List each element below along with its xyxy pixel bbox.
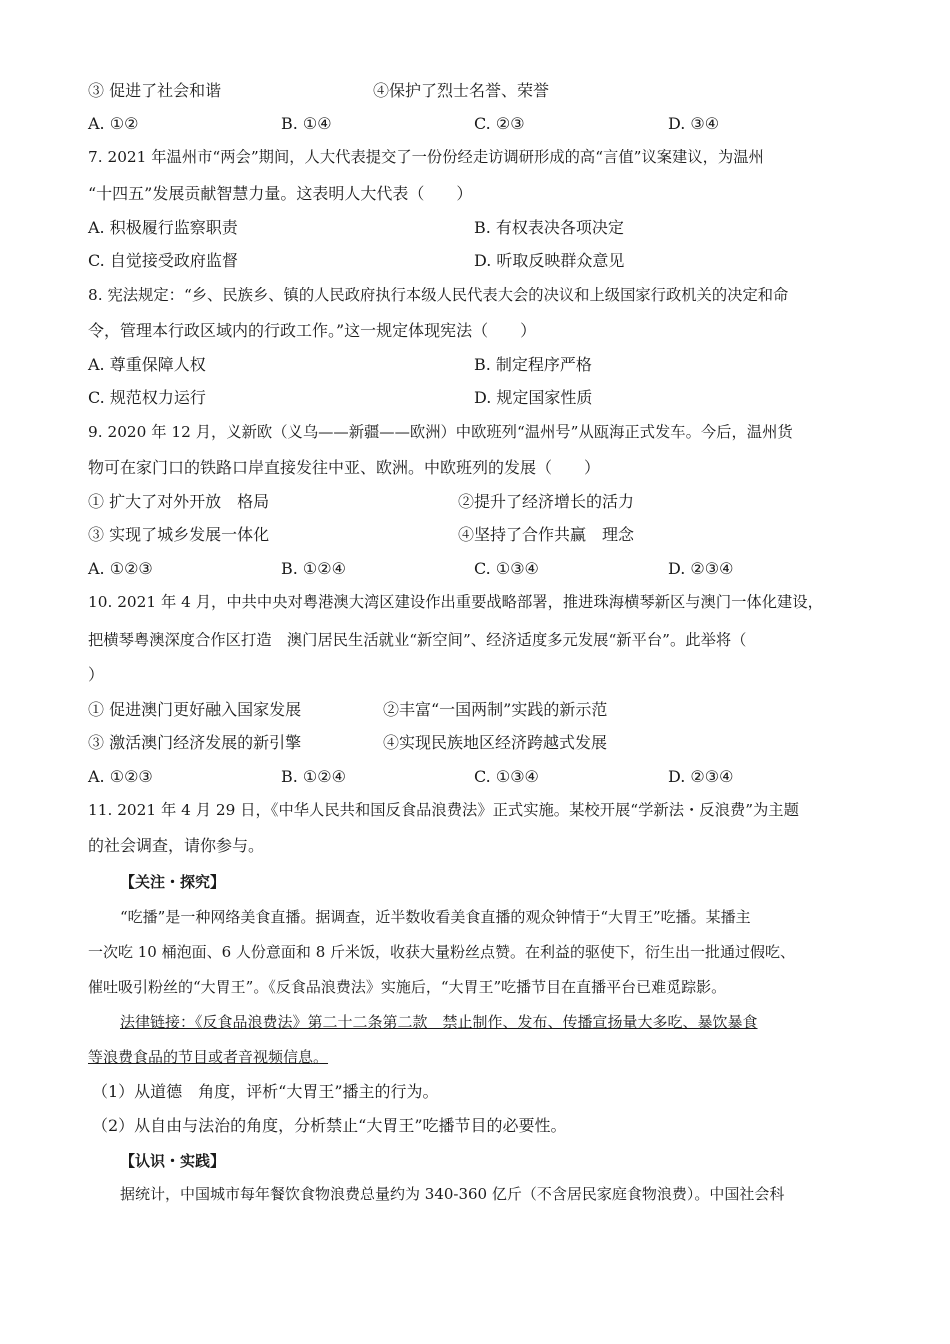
q10-option-3: ③ 激活澳门经济发展的新引擎 <box>88 733 302 752</box>
q8-stem-line-2: 令，管理本行政区域内的行政工作。”这一规定体现宪法（ ） <box>88 321 537 340</box>
q6-choice-a: A. ①② <box>88 114 139 133</box>
q9-choice-b: B. ①②④ <box>281 559 346 578</box>
q9-choice-d: D. ②③④ <box>668 559 734 578</box>
q9-option-3: ③ 实现了城乡发展一体化 <box>88 525 270 544</box>
q10-choice-a: A. ①②③ <box>88 767 153 786</box>
q8-choice-b: B. 制定程序严格 <box>474 355 592 374</box>
sub-question-2: （2）从自由与法治的角度，分析禁止“大胃王”吃播节目的必要性。 <box>92 1116 567 1135</box>
material-paragraph-1-line-2: 一次吃 10 桶泡面、6 人份意面和 8 斤米饭，收获大量粉丝点赞。在利益的驱使下，衍生出一批通过假吃、 <box>88 943 796 961</box>
law-link-line-2: 等浪费食品的节目或者音视频信息。 <box>88 1048 329 1066</box>
q7-choice-d: D. 听取反映群众意见 <box>474 251 625 270</box>
q9-stem-line-1: 9. 2020 年 12 月，义新欧（义乌——新疆——欧洲）中欧班列“温州号”从瓯海正式发车。今后，温州货 <box>88 423 793 441</box>
q10-option-4: ④实现民族地区经济跨越式发展 <box>383 733 608 752</box>
q6-choice-d: D. ③④ <box>668 114 720 133</box>
q7-choice-a: A. 积极履行监察职责 <box>88 218 238 237</box>
q11-stem-line-2: 的社会调查，请你参与。 <box>88 836 265 855</box>
q8-stem-line-1: 8. 宪法规定：“乡、民族乡、镇的人民政府执行本级人民代表大会的决议和上级国家行政机关的决定和命 <box>88 286 789 304</box>
q9-choice-a: A. ①②③ <box>88 559 153 578</box>
q7-choice-b: B. 有权表决各项决定 <box>474 218 624 237</box>
q9-stem-line-2: 物可在家门口的铁路口岸直接发往中亚、欧洲。中欧班列的发展（ ） <box>88 458 601 477</box>
q9-option-2: ②提升了经济增长的活力 <box>458 492 635 511</box>
sub-question-1: （1）从道德 角度，评析“大胃王”播主的行为。 <box>92 1082 439 1101</box>
q8-choice-a: A. 尊重保障人权 <box>88 355 206 374</box>
q10-choice-d: D. ②③④ <box>668 767 734 786</box>
q8-choice-d: D. 规定国家性质 <box>474 388 593 407</box>
q6-option-3: ③ 促进了社会和谐 <box>88 81 222 100</box>
q6-choice-b: B. ①④ <box>281 114 332 133</box>
q10-stem-line-2: 把横琴粤澳深度合作区打造 澳门居民生活就业“新空间”、经济适度多元发展“新平台”。此举将（ <box>88 631 747 649</box>
section-title-focus-explore: 【关注・探究】 <box>120 873 226 891</box>
q7-stem-line-2: “十四五”发展贡献智慧力量。这表明人大代表（ ） <box>88 184 473 203</box>
q7-stem-line-1: 7. 2021 年温州市“两会”期间，人大代表提交了一份份经走访调研形成的高“言值”议案建议，为温州 <box>88 148 764 166</box>
q9-option-1: ① 扩大了对外开放 格局 <box>88 492 270 511</box>
q9-choice-c: C. ①③④ <box>474 559 539 578</box>
q6-option-4: ④保护了烈士名誉、荣誉 <box>373 81 550 100</box>
law-link-line-1: 法律链接：《反食品浪费法》第二十二条第二款 禁止制作、发布、传播宣扬量大多吃、暴饮暴食 <box>120 1013 758 1031</box>
material-paragraph-1-line-1: “吃播”是一种网络美食直播。据调查，近半数收看美食直播的观众钟情于“大胃王”吃播。某播主 <box>120 908 751 926</box>
q10-option-2: ②丰富“一国两制”实践的新示范 <box>383 700 608 719</box>
q10-choice-c: C. ①③④ <box>474 767 539 786</box>
q10-option-1: ① 促进澳门更好融入国家发展 <box>88 700 302 719</box>
q6-choice-c: C. ②③ <box>474 114 525 133</box>
q11-stem-line-1: 11. 2021 年 4 月 29 日，《中华人民共和国反食品浪费法》正式实施。某校开展“学新法・反浪费”为主题 <box>88 801 799 819</box>
material-paragraph-1-line-3: 催吐吸引粉丝的“大胃王”。《反食品浪费法》实施后，“大胃王”吃播节目在直播平台已难觅踪影。 <box>88 978 727 996</box>
q9-option-4: ④坚持了合作共赢 理念 <box>458 525 635 544</box>
q10-stem-line-1: 10. 2021 年 4 月，中共中央对粤港澳大湾区建设作出重要战略部署，推进珠海横琴新区与澳门一体化建设， <box>88 593 823 611</box>
material-paragraph-2-line-1: 据统计，中国城市每年餐饮食物浪费总量约为 340-360 亿斤（不含居民家庭食物浪费）。中国社会科 <box>120 1185 785 1203</box>
q8-choice-c: C. 规范权力运行 <box>88 388 206 407</box>
q10-choice-b: B. ①②④ <box>281 767 346 786</box>
q7-choice-c: C. 自觉接受政府监督 <box>88 251 238 270</box>
q10-stem-line-3: ） <box>88 665 105 684</box>
section-title-understand-practice: 【认识・实践】 <box>120 1152 226 1170</box>
